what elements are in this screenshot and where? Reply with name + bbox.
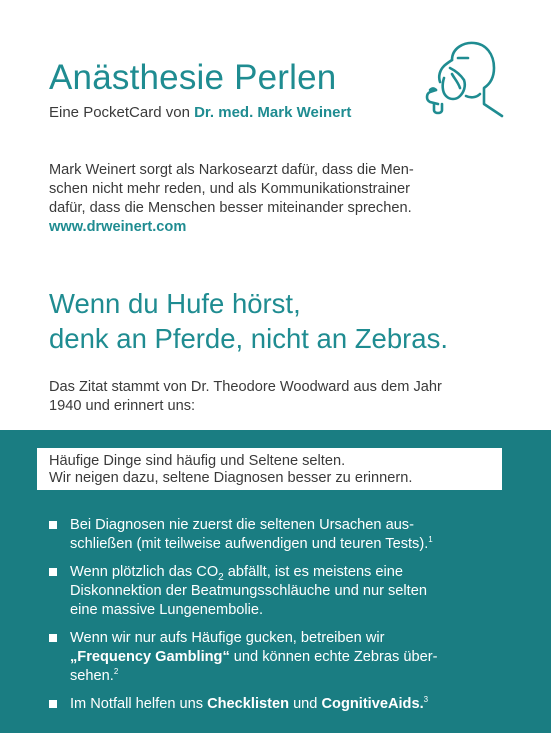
subtitle-prefix: Eine PocketCard von bbox=[49, 104, 195, 121]
list-item: Bei Diagnosen nie zuerst die seltenen Ursachen aus- schließen (mit teilweise aufwendigen und teuren Tests).$^1$ bbox=[49, 516, 479, 554]
headline-line: denk an Pferde, nicht an Zebras. bbox=[49, 323, 448, 354]
author-name: Dr. med. Mark Weinert bbox=[194, 104, 352, 121]
bullet-square-icon bbox=[49, 521, 57, 529]
intro-line: dafür, dass die Menschen besser miteinander sprechen. bbox=[49, 200, 412, 216]
highlight-line: Wir neigen dazu, seltene Diagnosen besser zu erinnern. bbox=[49, 470, 413, 486]
footnote-ref: 1 bbox=[428, 535, 433, 545]
subtitle bbox=[49, 104, 351, 121]
website-link[interactable]: www.drweinert.com bbox=[49, 219, 187, 235]
footnote-ref: 2 bbox=[113, 667, 119, 677]
list-item: Wenn plötzlich das $CO_2$ abfällt, ist es meistens eine Diskonnektion der Beatmungsschläuche und nur selten eine massive Lungenembolie. bbox=[49, 563, 479, 620]
highlight-line: Häufige Dinge sind häufig und Seltene selten. bbox=[49, 453, 346, 469]
intro-line: schen nicht mehr reden, und als Kommunikationstrainer bbox=[49, 181, 410, 197]
quote-intro bbox=[49, 378, 519, 416]
bullet-square-icon bbox=[49, 568, 57, 576]
headline bbox=[49, 286, 448, 356]
footnote-ref: 3 bbox=[423, 695, 429, 705]
intro-paragraph bbox=[49, 161, 479, 237]
highlight-box bbox=[37, 448, 502, 490]
quote-intro-line: Das Zitat stammt von Dr. Theodore Woodward aus dem Jahr bbox=[49, 379, 442, 395]
bullet-square-icon bbox=[49, 700, 57, 708]
bullet-list bbox=[49, 516, 479, 723]
intro-line: Mark Weinert sorgt als Narkosearzt dafür, dass die Men- bbox=[49, 162, 414, 178]
bullet-square-icon bbox=[49, 634, 57, 642]
page-title: Anästhesie Perlen bbox=[49, 58, 337, 97]
headline-line: Wenn du Hufe hörst, bbox=[49, 288, 301, 319]
patient-oxygen-mask-icon bbox=[422, 38, 504, 118]
list-item: Wenn wir nur aufs Häufige gucken, betreiben wir „Frequency Gambling“ und können echte Zebras über- sehen.$^2$ bbox=[49, 629, 479, 686]
list-item: Im Notfall helfen uns Checklisten und CognitiveAids.$^3$ bbox=[49, 695, 479, 714]
quote-intro-line: 1940 und erinnert uns: bbox=[49, 398, 196, 414]
